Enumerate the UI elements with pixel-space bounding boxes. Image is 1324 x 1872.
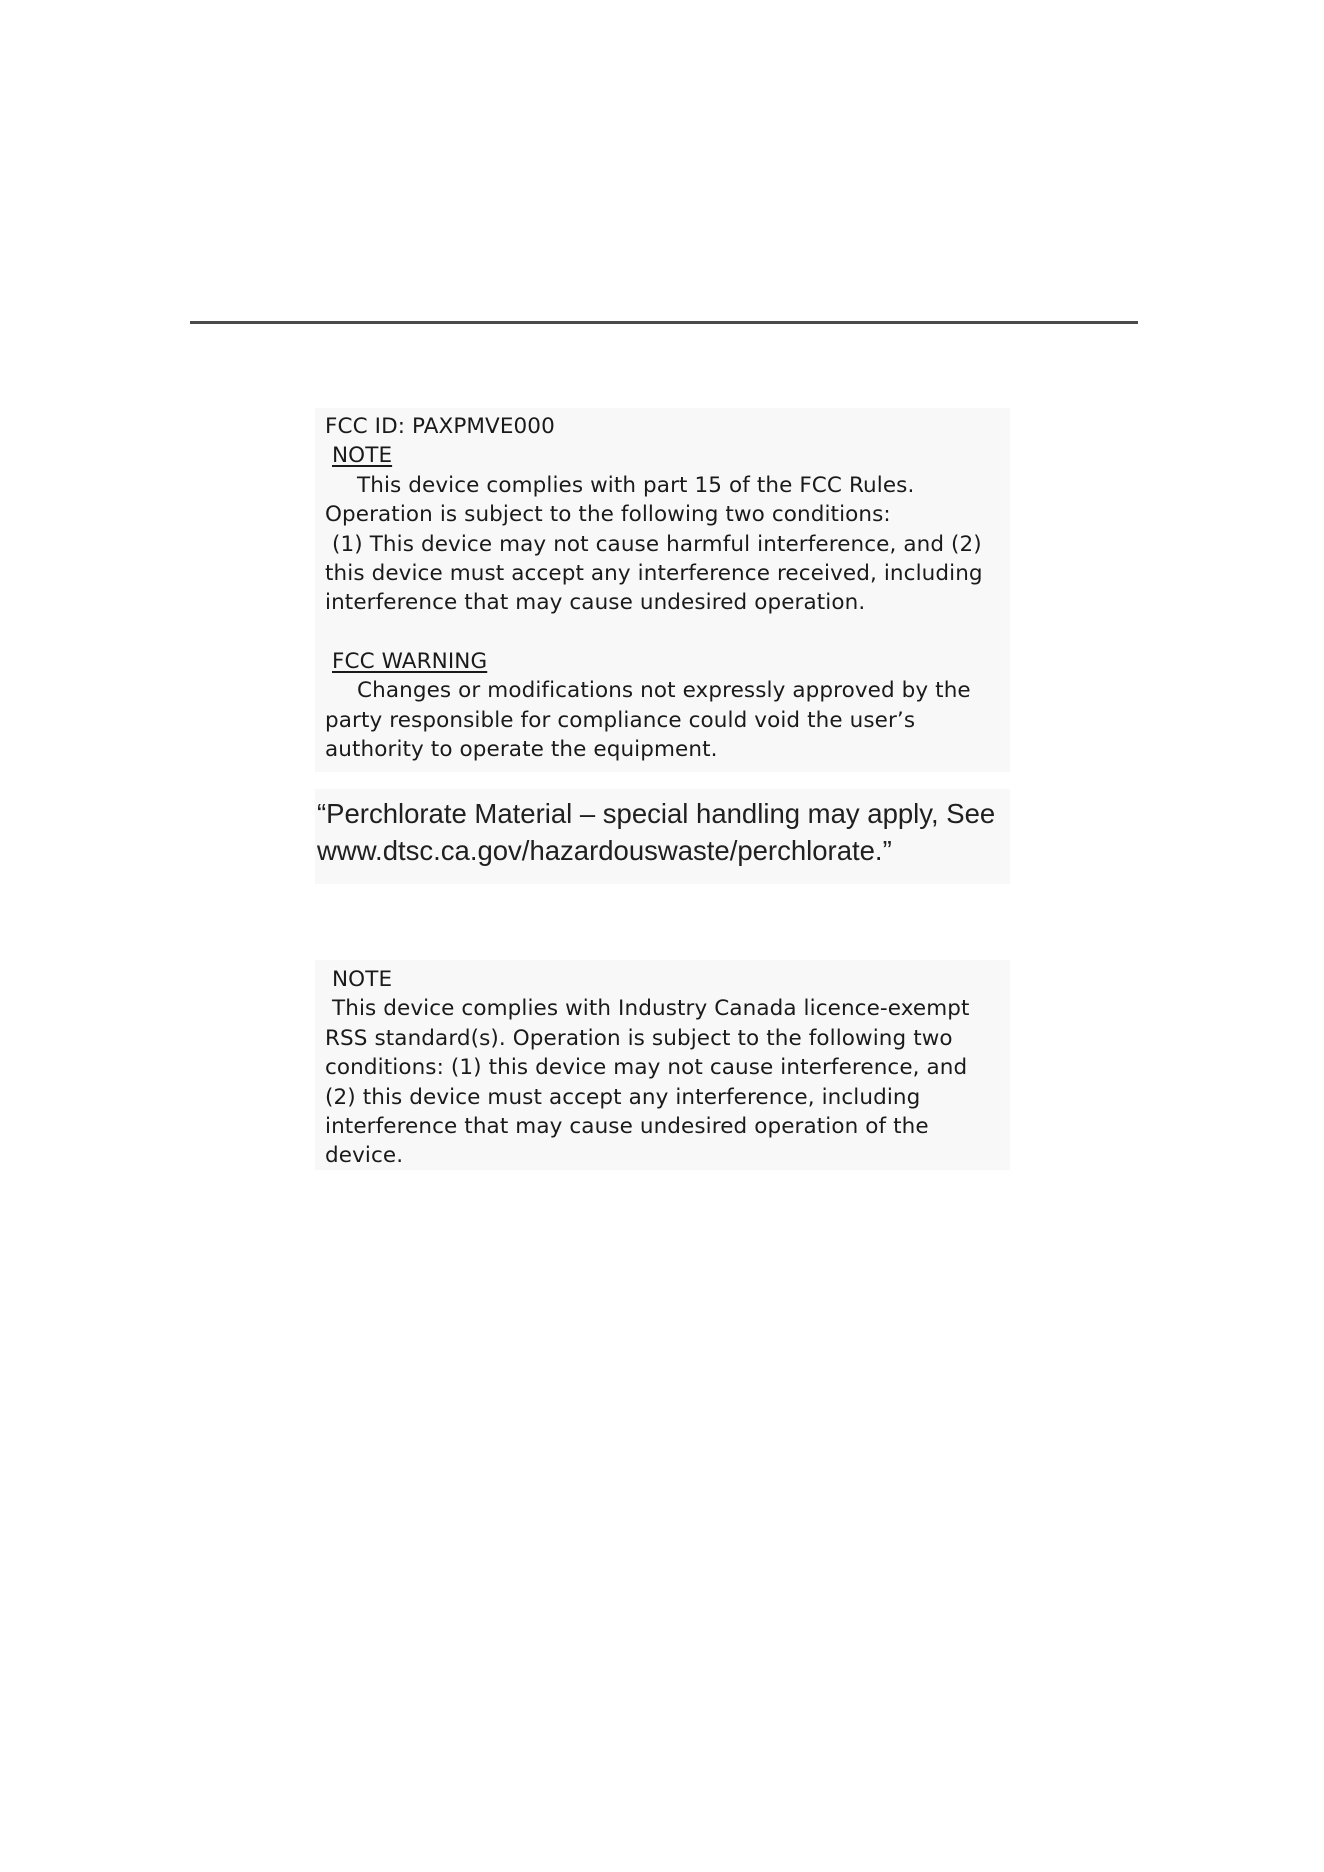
fcc-warning-line: authority to operate the equipment.	[325, 737, 718, 763]
header-rule	[190, 321, 1138, 324]
canada-note-line: This device complies with Industry Canada licence-exempt	[332, 996, 970, 1022]
fcc-note-line: interference that may cause undesired operation.	[325, 590, 866, 616]
canada-note-line: interference that may cause undesired operation of the	[325, 1114, 929, 1140]
fcc-note-line: this device must accept any interference received, including	[325, 561, 983, 587]
canada-note-line: conditions: (1) this device may not cause interference, and	[325, 1055, 968, 1081]
fcc-note-heading: NOTE	[332, 443, 393, 469]
perchlorate-line: “Perchlorate Material – special handling may apply, See	[317, 798, 996, 829]
fcc-note-line: Operation is subject to the following two conditions:	[325, 502, 891, 528]
perchlorate-notice-block	[315, 789, 1010, 884]
canada-note-line: RSS standard(s). Operation is subject to the following two	[325, 1025, 953, 1051]
fcc-note-line: This device complies with part 15 of the FCC Rules.	[357, 472, 915, 498]
fcc-note-line: (1) This device may not cause harmful interference, and (2)	[332, 531, 982, 557]
industry-canada-notice-block	[315, 960, 1010, 1170]
fcc-notice-block	[315, 408, 1010, 772]
spacer	[325, 618, 1010, 647]
canada-note-heading: NOTE	[332, 967, 393, 992]
canada-note-line: device.	[325, 1143, 404, 1169]
canada-note-line: (2) this device must accept any interference, including	[325, 1084, 921, 1110]
fcc-warning-line: Changes or modifications not expressly approved by the	[357, 678, 971, 704]
fcc-warning-line: party responsible for compliance could void the user’s	[325, 707, 916, 733]
fcc-warning-heading: FCC WARNING	[332, 648, 488, 674]
fcc-id-line: FCC ID: PAXPMVE000	[325, 414, 555, 439]
perchlorate-line: www.dtsc.ca.gov/hazardouswaste/perchlorate.”	[317, 835, 892, 866]
